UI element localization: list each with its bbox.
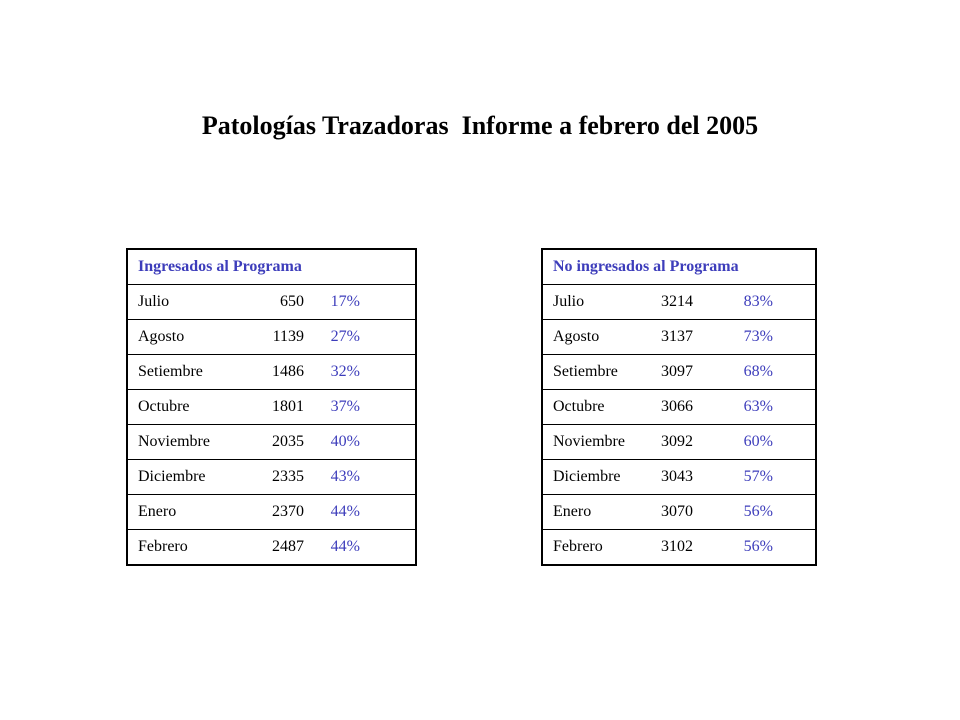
slide-title: Patologías Trazadoras Informe a febrero del 2005	[201, 111, 759, 140]
table-header: No ingresados al Programa	[542, 249, 816, 285]
table-cell	[127, 285, 416, 320]
table-row	[127, 495, 416, 530]
count-value: 1486	[272, 363, 304, 380]
percent-value: 44%	[330, 503, 360, 520]
percent-value: 27%	[330, 328, 360, 345]
month-label: Setiembre	[138, 363, 203, 380]
table-row	[127, 320, 416, 355]
percent-value: 63%	[743, 398, 773, 415]
table-row	[127, 390, 416, 425]
percent-value: 56%	[743, 503, 773, 520]
count-value: 1139	[272, 328, 304, 345]
percent-value: 56%	[743, 538, 773, 555]
table-row	[127, 460, 416, 495]
count-value: 3092	[661, 433, 693, 450]
count-value: 3137	[661, 328, 693, 345]
table-cell	[542, 390, 816, 425]
table-cell	[542, 425, 816, 460]
month-label: Julio	[553, 293, 585, 310]
percent-value: 32%	[330, 363, 360, 380]
month-label: Diciembre	[553, 468, 621, 485]
month-label: Febrero	[138, 538, 188, 555]
month-label: Octubre	[553, 398, 605, 415]
table-cell	[127, 355, 416, 390]
table-cell	[127, 495, 416, 530]
table-cell	[542, 355, 816, 390]
table-row	[542, 285, 816, 320]
month-label: Agosto	[138, 328, 185, 345]
percent-value: 60%	[743, 433, 773, 450]
table-row	[542, 355, 816, 390]
percent-value: 68%	[743, 363, 773, 380]
count-value: 3214	[661, 293, 693, 310]
count-value: 3097	[661, 363, 693, 380]
table-cell	[127, 425, 416, 460]
month-label: Julio	[138, 293, 170, 310]
count-value: 3043	[661, 468, 693, 485]
table-row	[127, 530, 416, 566]
percent-value: 37%	[330, 398, 360, 415]
month-label: Noviembre	[138, 433, 210, 450]
no-ingresados-table	[541, 248, 817, 566]
percent-value: 83%	[743, 293, 773, 310]
month-label: Febrero	[553, 538, 603, 555]
table-row	[542, 320, 816, 355]
table-row	[127, 355, 416, 390]
count-value: 3066	[661, 398, 693, 415]
table-row	[542, 460, 816, 495]
count-value: 2370	[272, 503, 304, 520]
month-label: Setiembre	[553, 363, 618, 380]
table-cell	[127, 530, 416, 566]
month-label: Octubre	[138, 398, 190, 415]
table-row	[127, 285, 416, 320]
count-value: 3102	[661, 538, 693, 555]
table-cell	[127, 390, 416, 425]
table-cell	[542, 460, 816, 495]
ingresados-table	[126, 248, 417, 566]
table-cell	[542, 285, 816, 320]
table-header: Ingresados al Programa	[127, 249, 416, 285]
table-cell	[542, 495, 816, 530]
table-header-row	[127, 249, 416, 285]
count-value: 3070	[661, 503, 693, 520]
percent-value: 73%	[743, 328, 773, 345]
table-cell	[542, 530, 816, 566]
percent-value: 17%	[330, 293, 360, 310]
table-cell	[542, 320, 816, 355]
month-label: Noviembre	[553, 433, 625, 450]
month-label: Agosto	[553, 328, 600, 345]
table-row	[542, 495, 816, 530]
month-label: Enero	[138, 503, 177, 520]
count-value: 2335	[272, 468, 304, 485]
month-label: Enero	[553, 503, 592, 520]
percent-value: 44%	[330, 538, 360, 555]
table-row	[542, 530, 816, 566]
table-row	[542, 390, 816, 425]
count-value: 2487	[272, 538, 304, 555]
table-row	[127, 425, 416, 460]
count-value: 1801	[272, 398, 304, 415]
table-row	[542, 425, 816, 460]
count-value: 650	[280, 293, 304, 310]
percent-value: 57%	[743, 468, 773, 485]
percent-value: 43%	[330, 468, 360, 485]
table-header-row	[542, 249, 816, 285]
month-label: Diciembre	[138, 468, 206, 485]
table-cell	[127, 460, 416, 495]
table-cell	[127, 320, 416, 355]
percent-value: 40%	[330, 433, 360, 450]
count-value: 2035	[272, 433, 304, 450]
